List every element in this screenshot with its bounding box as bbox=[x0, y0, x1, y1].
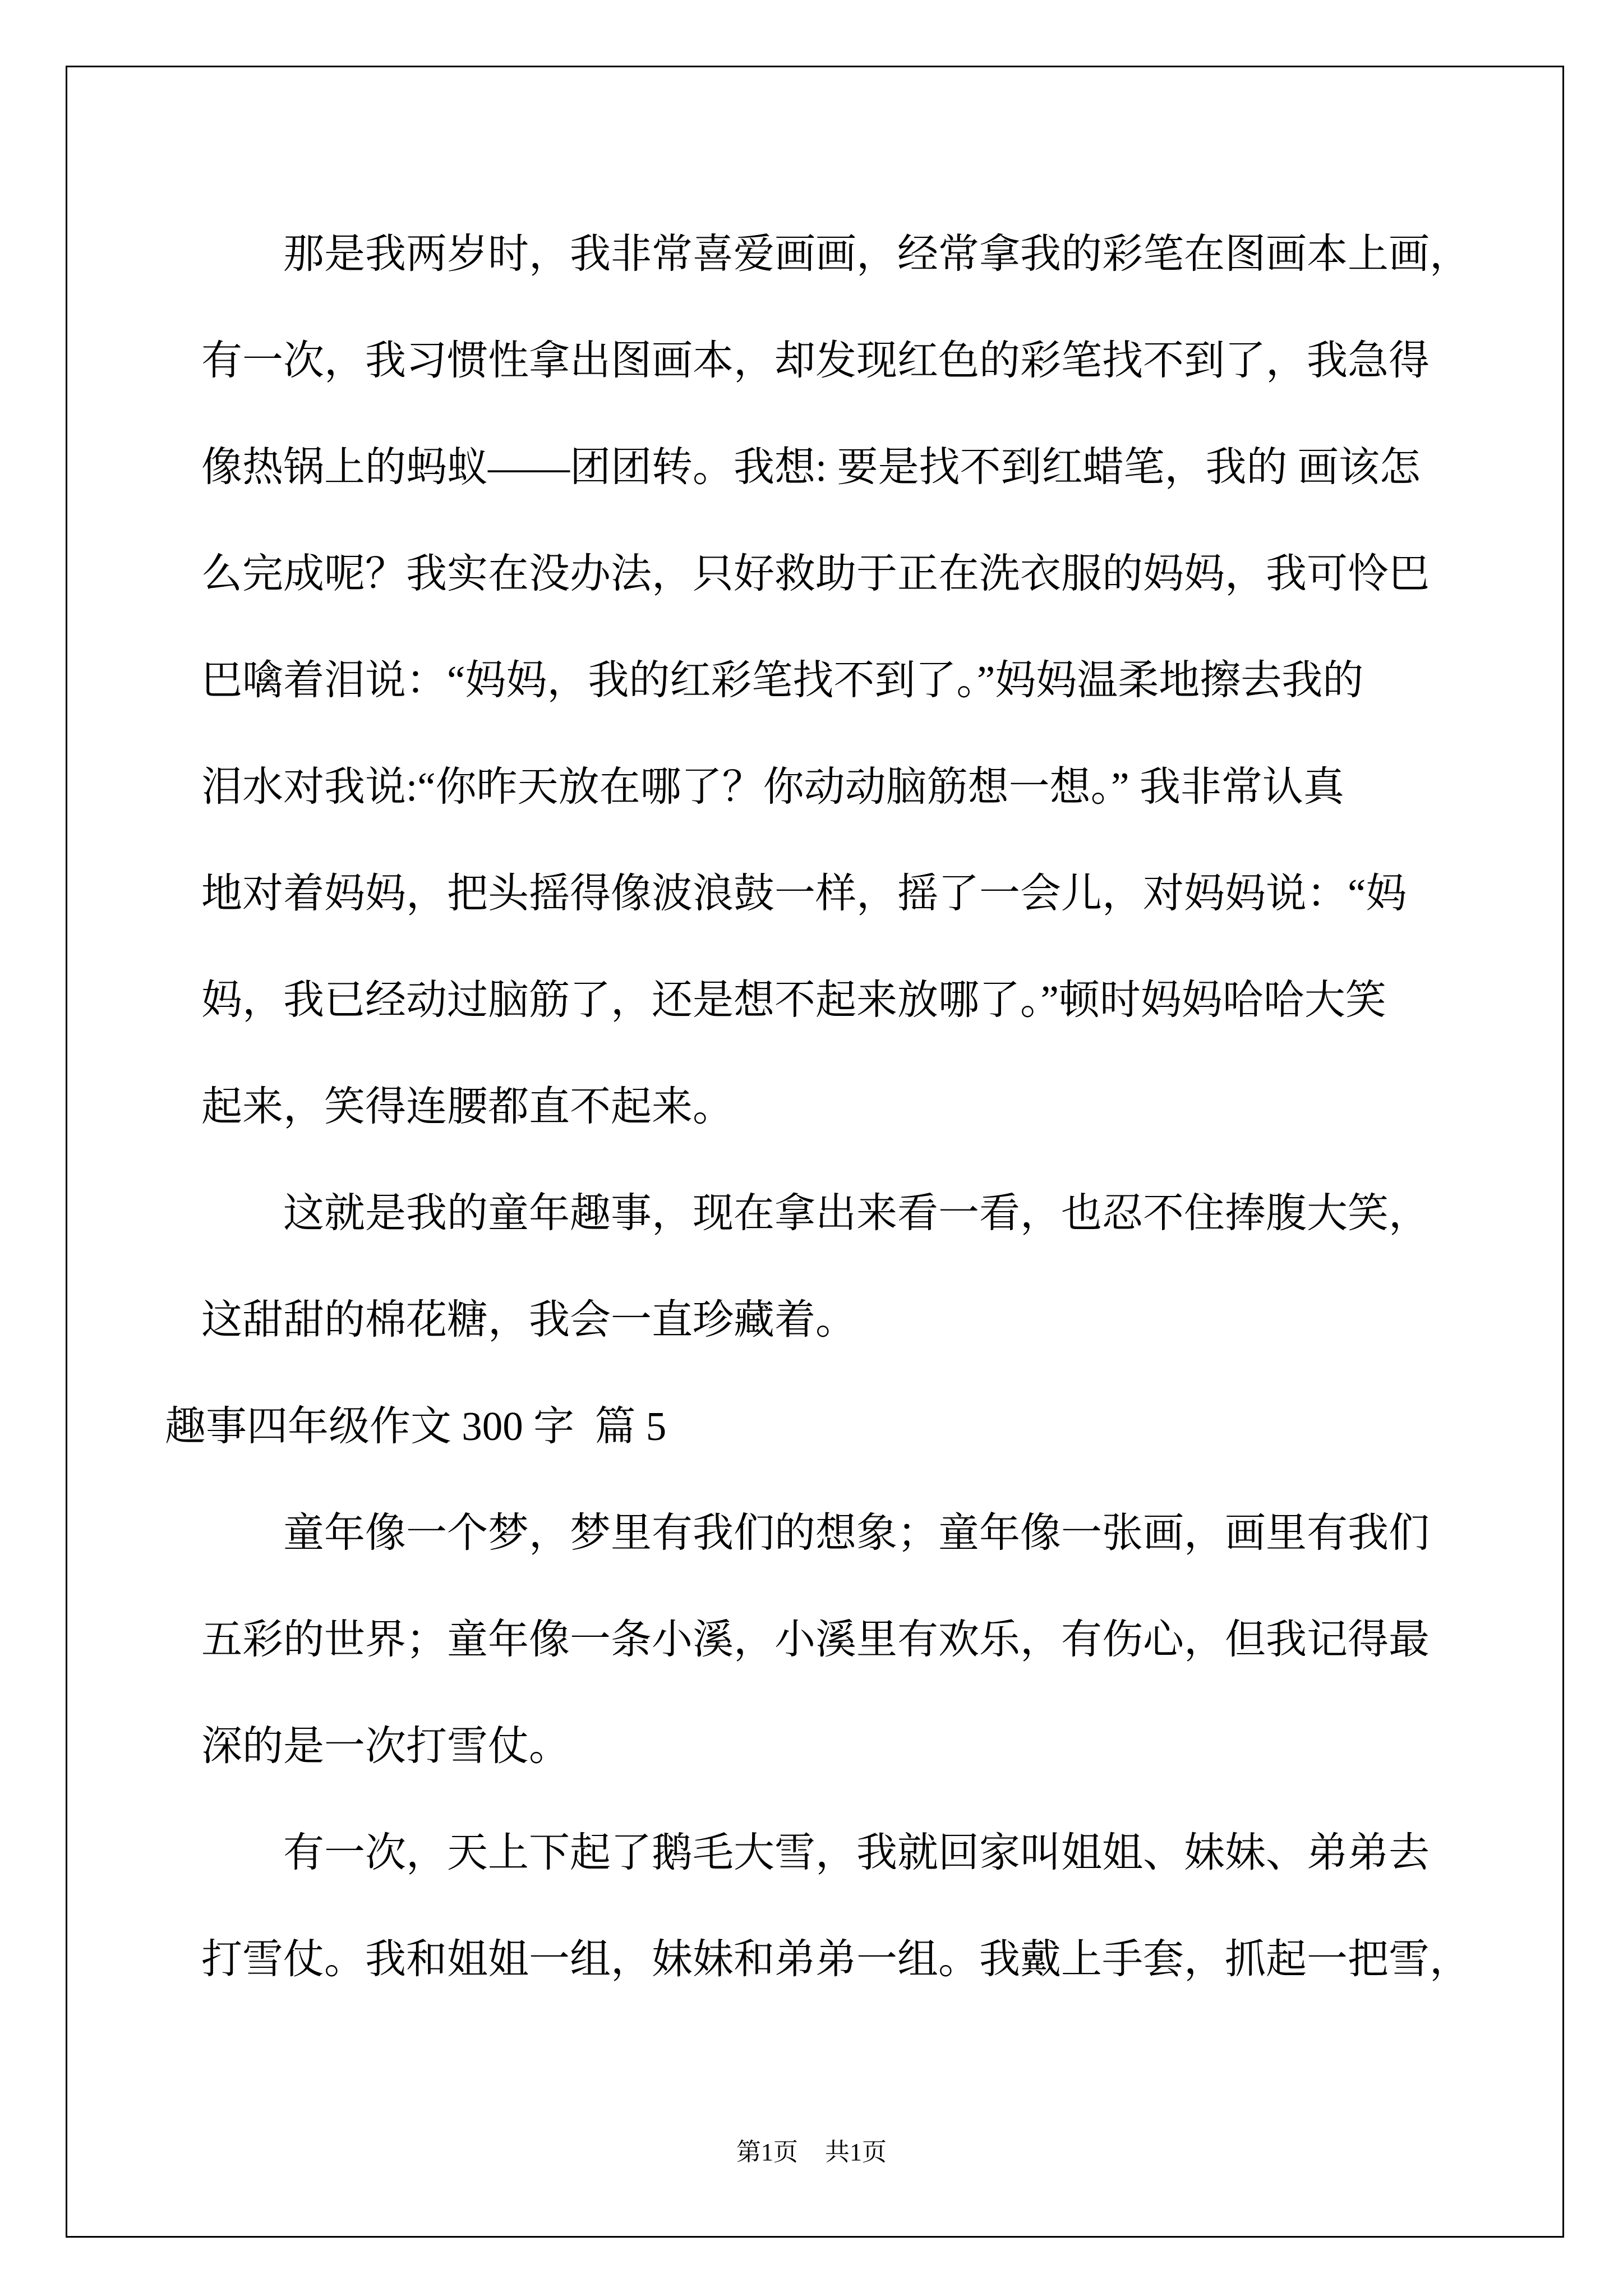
section-heading: 趣事四年级作文 300 字 篇 5 bbox=[165, 1404, 667, 1449]
text-line: 那是我两岁时，我非常喜爱画画，经常拿我的彩笔在图画本上画， bbox=[283, 231, 1470, 277]
page-content bbox=[0, 201, 1623, 2013]
text-line: 巴噙着泪说：“妈妈，我的红彩笔找不到了。”妈妈温柔地擦去我的 bbox=[201, 657, 1364, 703]
paragraph bbox=[0, 201, 1623, 1160]
text-line: 起来，笑得连腰都直不起来。 bbox=[201, 1084, 734, 1129]
page-footer bbox=[0, 2138, 1623, 2166]
paragraph bbox=[0, 1800, 1623, 2013]
text-line: 有一次，天上下起了鹅毛大雪，我就回家叫姐姐、妹妹、弟弟去 bbox=[283, 1830, 1430, 1875]
text-line: 么完成呢？我实在没办法，只好救助于正在洗衣服的妈妈，我可怜巴 bbox=[201, 551, 1430, 596]
text-line: 打雪仗。我和姐姐一组，妹妹和弟弟一组。我戴上手套，抓起一把雪， bbox=[201, 1936, 1470, 1982]
text-line: 妈，我已经动过脑筋了，还是想不起来放哪了。”顿时妈妈哈哈大笑 bbox=[201, 977, 1386, 1023]
text-line: 泪水对我说:“你昨天放在哪了？你动动脑筋想一想。” 我非常认真 bbox=[201, 764, 1344, 809]
text-line: 深的是一次打雪仗。 bbox=[201, 1723, 570, 1769]
page-number: 第1页 bbox=[736, 2138, 798, 2166]
text-line: 这甜甜的棉花糖，我会一直珍藏着。 bbox=[201, 1297, 856, 1342]
paragraph bbox=[0, 1480, 1623, 1800]
page-count: 共1页 bbox=[825, 2138, 887, 2166]
paragraph bbox=[0, 1160, 1623, 1373]
text-line: 像热锅上的蚂蚁——团团转。我想: 要是找不到红蜡笔，我的 画该怎 bbox=[201, 444, 1421, 490]
text-line: 这就是我的童年趣事，现在拿出来看一看，也忍不住捧腹大笑， bbox=[283, 1190, 1430, 1236]
text-line: 有一次，我习惯性拿出图画本，却发现红色的彩笔找不到了，我急得 bbox=[201, 338, 1430, 383]
text-line: 地对着妈妈，把头摇得像波浪鼓一样，摇了一会儿，对妈妈说：“妈 bbox=[201, 871, 1407, 916]
text-line: 五彩的世界；童年像一条小溪，小溪里有欢乐，有伤心，但我记得最 bbox=[201, 1617, 1430, 1662]
text-line: 童年像一个梦，梦里有我们的想象；童年像一张画，画里有我们 bbox=[283, 1510, 1430, 1556]
